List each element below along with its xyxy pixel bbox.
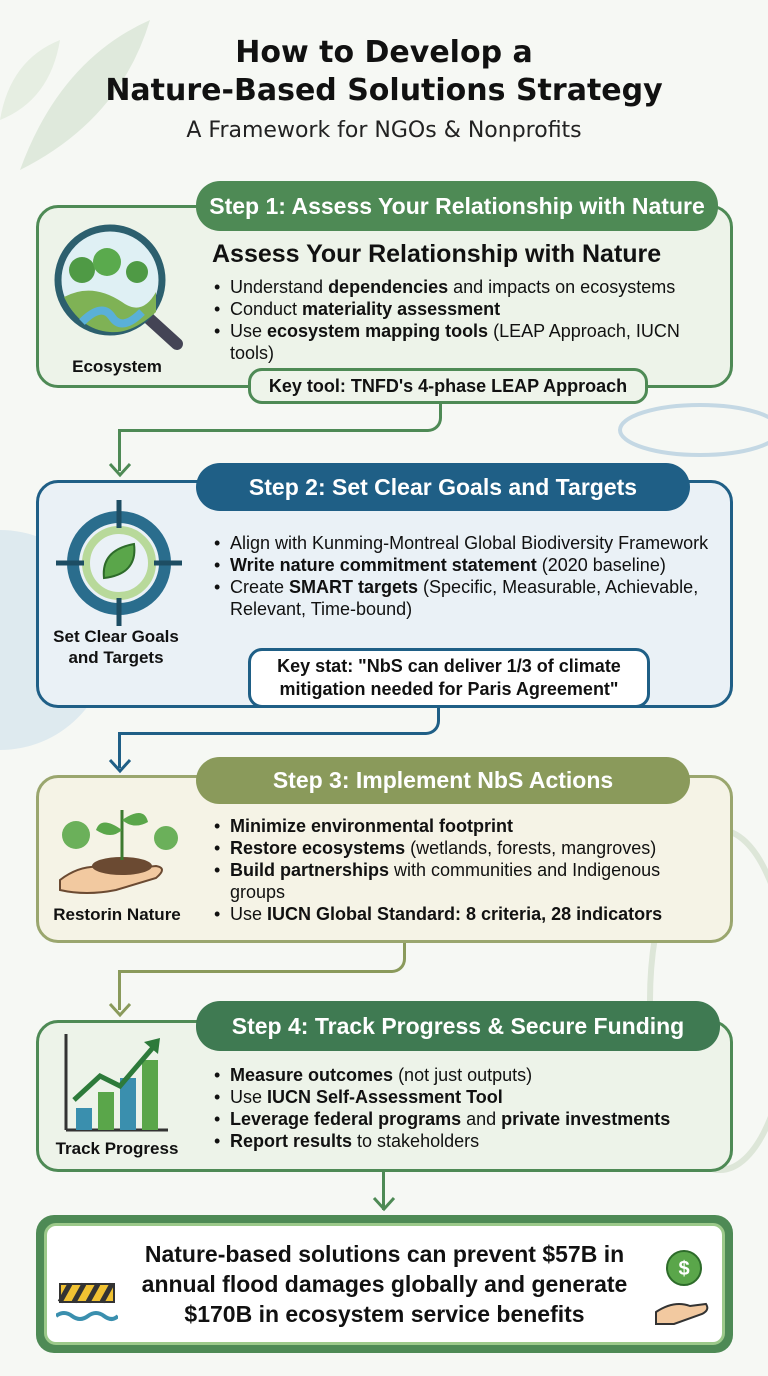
bullet-item — [212, 532, 712, 554]
footer-callout — [36, 1215, 733, 1353]
bullet-emphasis: IUCN Self-Assessment Tool — [267, 1087, 503, 1107]
bullet-text: Create — [230, 577, 290, 597]
bullet-emphasis: materiality assessment — [302, 299, 501, 319]
bullet-text: to stakeholders — [352, 1131, 480, 1151]
step-4-header: Step 4: Track Progress & Secure Funding — [196, 1001, 720, 1051]
connector — [118, 402, 442, 432]
bullet-text: Use — [230, 321, 268, 341]
bullet-text: (2020 baseline) — [536, 555, 666, 575]
page-subtitle: A Framework for NGOs & Nonprofits — [186, 118, 582, 143]
bullet-item — [212, 859, 712, 903]
step-2-caption: Set Clear Goals and Targets — [53, 627, 179, 667]
bullet-text: (not just outputs) — [393, 1065, 533, 1085]
title-line-2: Nature-Based Solutions Strategy — [105, 73, 663, 108]
bullet-emphasis: ecosystem mapping tools — [267, 321, 489, 341]
target-leaf-icon — [56, 500, 182, 626]
bullet-item — [212, 1086, 712, 1108]
bullet-item — [212, 903, 712, 925]
bullet-item — [212, 320, 712, 364]
bullet-text: and — [461, 1109, 502, 1129]
step-2-header: Step 2: Set Clear Goals and Targets — [196, 463, 690, 511]
flood-barrier-icon — [56, 1278, 118, 1332]
bullet-emphasis: Minimize environmental footprint — [230, 816, 514, 836]
step-2-bullets — [212, 532, 712, 620]
bullet-item — [212, 298, 712, 320]
bullet-text: Align with Kunming-Montreal Global Biodiversity Framework — [230, 533, 709, 553]
growth-chart-icon — [60, 1030, 170, 1134]
arrow-down-icon — [108, 1002, 132, 1018]
bullet-text: Understand — [230, 277, 329, 297]
bullet-item — [212, 1064, 712, 1086]
hand-plants-icon — [56, 790, 186, 900]
connector — [120, 707, 440, 735]
bullet-emphasis: Write nature commitment statement — [230, 555, 537, 575]
bullet-item — [212, 837, 712, 859]
step-3-bullets — [212, 815, 712, 925]
arrow-down-icon — [108, 758, 132, 774]
arrow-down-icon — [372, 1196, 396, 1212]
bullet-emphasis: Leverage federal programs — [230, 1109, 462, 1129]
bullet-text: Use — [230, 1087, 268, 1107]
bullet-text: and impacts on ecosystems — [448, 277, 676, 297]
money-hand-icon — [654, 1248, 710, 1332]
page-title — [0, 34, 768, 110]
arrow-down-icon — [108, 462, 132, 478]
bullet-emphasis: Report results — [230, 1131, 353, 1151]
bullet-item — [212, 276, 712, 298]
bullet-text: Conduct — [230, 299, 303, 319]
bullet-text: with communities and Indigenous groups — [230, 860, 661, 902]
bullet-item — [212, 554, 712, 576]
bullet-item — [212, 576, 712, 620]
bullet-emphasis: Restore ecosystems — [230, 838, 406, 858]
step-2-key-stat: Key stat: "NbS can deliver 1/3 of climate mitigation needed for Paris Agreement" — [248, 648, 650, 708]
step-1-bullets — [212, 276, 712, 364]
svg-text:$: $ — [678, 1258, 690, 1280]
step-3-caption: Restorin Nature — [53, 905, 181, 924]
bullet-text: (LEAP Approach, IUCN tools) — [230, 321, 680, 363]
bullet-text: (Specific, Measurable, Achievable, Relevant, Time-bound) — [230, 577, 699, 619]
bullet-emphasis: dependencies — [328, 277, 449, 297]
step-1-caption: Ecosystem — [72, 357, 162, 376]
connector — [120, 943, 406, 973]
bullet-emphasis: Build partnerships — [230, 860, 390, 880]
step-1-key-tool: Key tool: TNFD's 4-phase LEAP Approach — [248, 368, 648, 404]
step-4-caption: Track Progress — [55, 1139, 179, 1158]
step-1-heading: Assess Your Relationship with Nature — [212, 240, 662, 268]
step-1-header: Step 1: Assess Your Relationship with Nature — [196, 181, 718, 231]
bullet-emphasis: IUCN Global Standard: 8 criteria, 28 indicators — [267, 904, 663, 924]
bullet-item — [212, 815, 712, 837]
bullet-emphasis: SMART targets — [289, 577, 419, 597]
step-4-bullets — [212, 1064, 712, 1152]
step-3-header: Step 3: Implement NbS Actions — [196, 757, 690, 804]
bullet-emphasis: Measure outcomes — [230, 1065, 394, 1085]
magnifier-ecosystem-icon — [52, 222, 188, 352]
bullet-text: Use — [230, 904, 268, 924]
bullet-emphasis: private investments — [501, 1109, 671, 1129]
footer-text: Nature-based solutions can prevent $57B in annual flood damages globally and generate $170B in ecosystem service benefits — [44, 1223, 725, 1345]
title-line-1: How to Develop a — [235, 35, 533, 70]
bullet-item — [212, 1130, 712, 1152]
bullet-item — [212, 1108, 712, 1130]
bullet-text: (wetlands, forests, mangroves) — [405, 838, 657, 858]
